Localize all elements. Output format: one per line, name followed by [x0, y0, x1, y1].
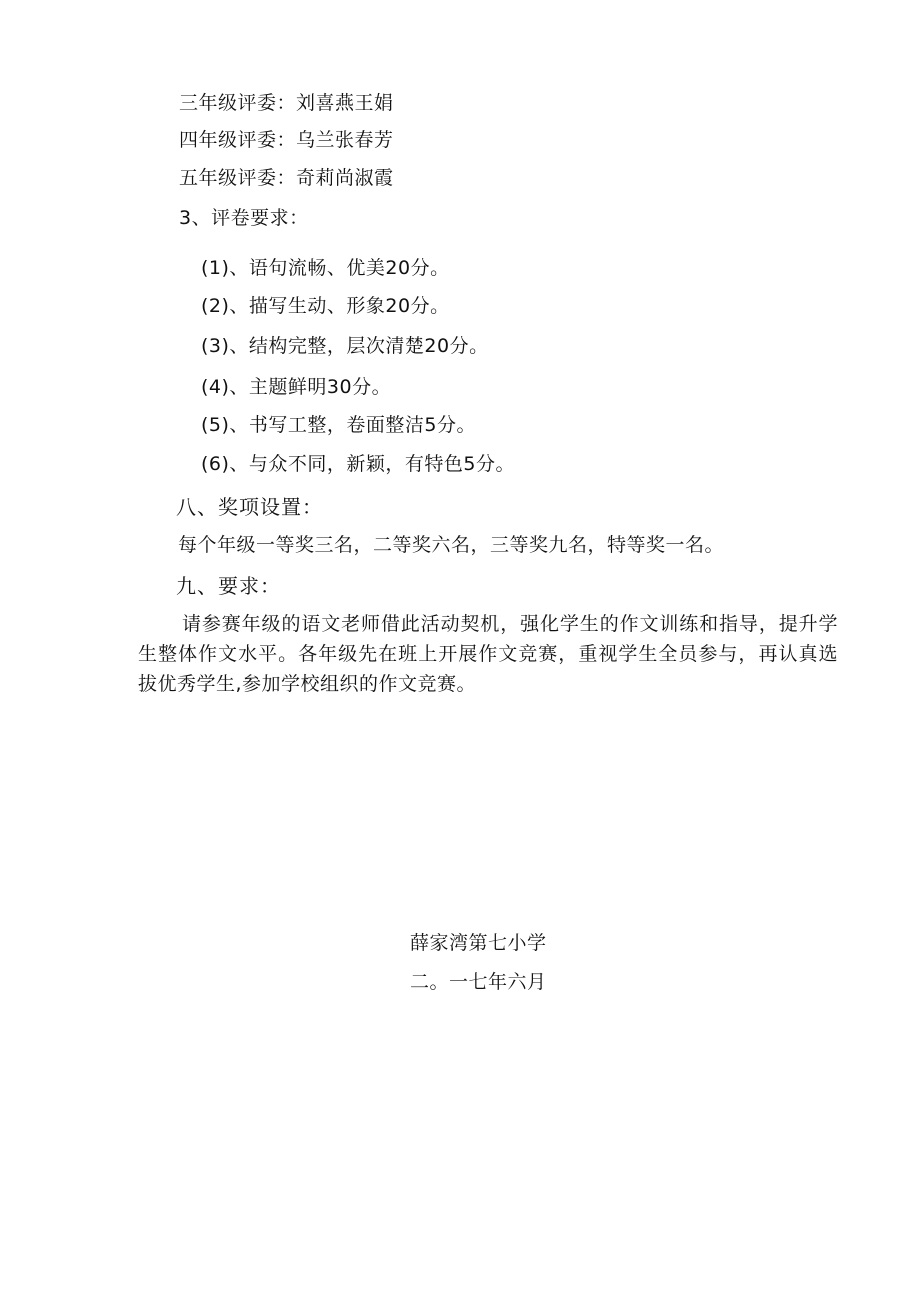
- judge-grade-4: 四年级评委：乌兰张春芳: [179, 129, 394, 151]
- requirement-item-2: (2)、描写生动、形象20分。: [201, 295, 450, 317]
- section-8-text: 每个年级一等奖三名，二等奖六名，三等奖九名，特等奖一名。: [178, 534, 725, 556]
- requirement-item-5: (5)、书写工整，卷面整洁5分。: [201, 414, 477, 436]
- section-8-heading: 八、奖项设置：: [176, 495, 323, 519]
- section-9-text: 请参赛年级的语文老师借此活动契机，强化学生的作文训练和指导，提升学生整体作文水平。各年级先在班上开展作文竞赛，重视学生全员参与，再认真选拔优秀学生,参加学校组织的作文竞赛。: [138, 613, 838, 695]
- requirement-item-3: (3)、结构完整，层次清楚20分。: [201, 335, 489, 357]
- signature-date: 二。一七年六月: [410, 971, 547, 993]
- section-9-heading: 九、要求：: [176, 574, 281, 598]
- requirement-item-1: (1)、语句流畅、优美20分。: [201, 257, 450, 279]
- judge-grade-5: 五年级评委：奇莉尚淑霞: [179, 167, 394, 189]
- requirement-item-6: (6)、与众不同，新颖，有特色5分。: [201, 453, 516, 475]
- signature-organization: 薛家湾第七小学: [410, 932, 547, 954]
- requirement-item-4: (4)、主题鲜明30分。: [201, 376, 392, 398]
- judge-grade-3: 三年级评委：刘喜燕王娟: [179, 92, 394, 114]
- section-3-heading: 3、评卷要求：: [179, 207, 309, 229]
